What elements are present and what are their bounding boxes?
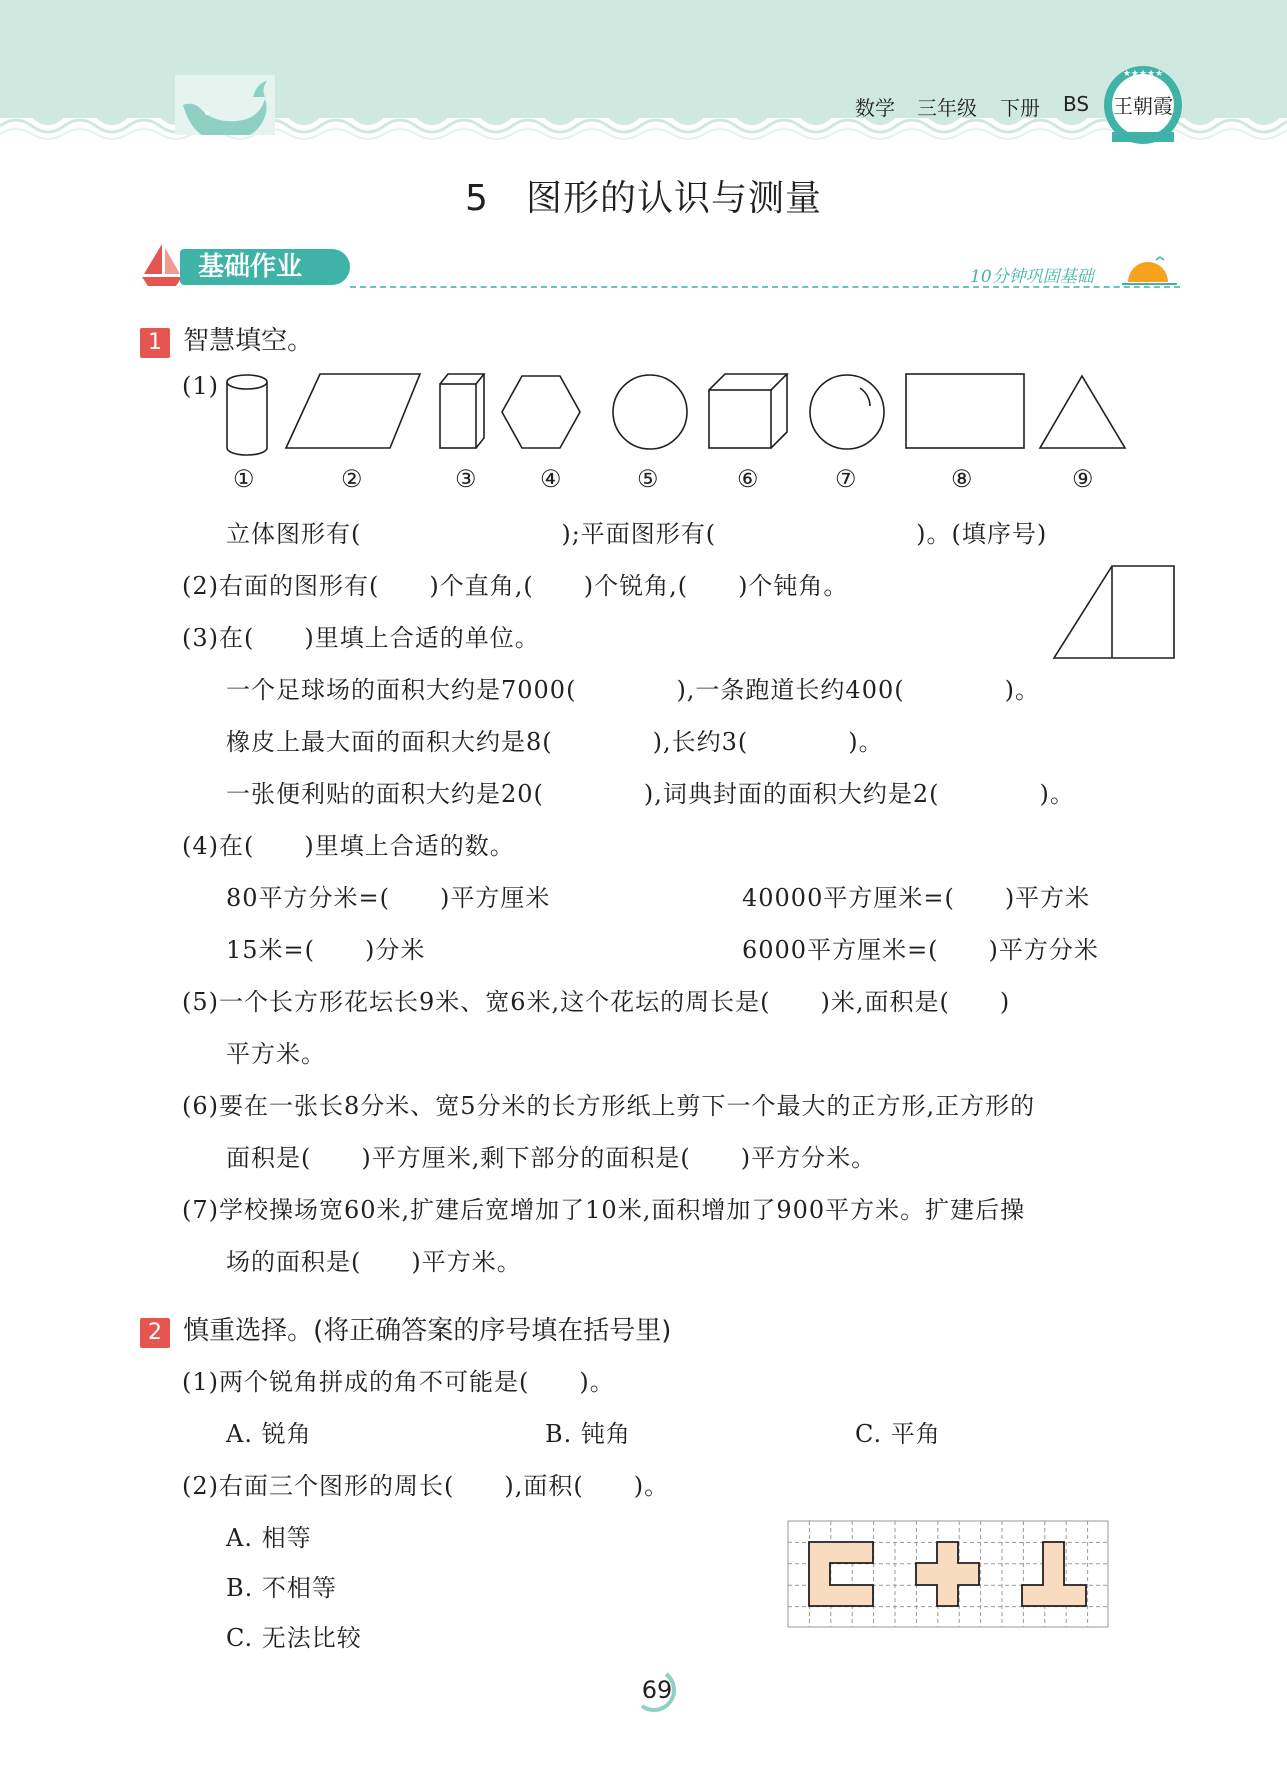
shape-number-3: ③ <box>455 465 477 493</box>
cylinder-shape <box>227 375 267 455</box>
grid-shape-inverted-t <box>1022 1542 1086 1606</box>
shape-number-5: ⑤ <box>637 465 659 493</box>
sphere-shape <box>810 375 884 449</box>
shape-number-4: ④ <box>540 465 562 493</box>
header-edition: BS <box>1063 92 1090 116</box>
q2-heading <box>140 1310 671 1348</box>
shape-number-2: ② <box>341 465 363 493</box>
sunset-icon <box>1122 252 1177 288</box>
q2-p2-option-a: A. 相等 <box>226 1524 312 1552</box>
page-number: 69 <box>641 1676 673 1704</box>
shape-number-9: ⑨ <box>1072 465 1094 493</box>
page-title: 5 图形的认识与测量 <box>465 178 822 219</box>
cube-shape <box>709 374 787 448</box>
cuboid-shape <box>440 374 484 448</box>
sailboat-icon <box>140 240 185 290</box>
q2-p1-option-a: A. 锐角 <box>226 1420 312 1448</box>
q1-p3-line1: 一个足球场的面积大约是7000( ),一条跑道长约400( )。 <box>226 676 1040 704</box>
q1-p7-line2: 场的面积是( )平方米。 <box>226 1248 522 1276</box>
header-grade: 三年级 <box>917 96 977 120</box>
q1-p6-line1: (6)要在一张长8分米、宽5分米的长方形纸上剪下一个最大的正方形,正方形的 <box>182 1092 1036 1120</box>
shape-number-8: ⑧ <box>951 465 973 493</box>
header-term: 下册 <box>1000 96 1040 120</box>
shape-number-6: ⑥ <box>737 465 759 493</box>
section-time-note: 10分钟巩固基础 <box>970 267 1094 287</box>
hexagon-shape <box>502 376 580 448</box>
q2-p2-option-c: C. 无法比较 <box>226 1624 362 1652</box>
grid-shape-cross <box>916 1542 979 1606</box>
rectangle-shape <box>906 374 1024 448</box>
brand-name: 王朝霞 <box>1113 94 1173 118</box>
q1-heading <box>140 320 313 358</box>
q1-p5-line1: (5)一个长方形花坛长9米、宽6米,这个花坛的周长是( )米,面积是( ) <box>182 988 1011 1016</box>
q1-p7-line1: (7)学校操场宽60米,扩建后宽增加了10米,面积增加了900平方米。扩建后操 <box>182 1196 1026 1224</box>
q1-p4-stem: (4)在( )里填上合适的数。 <box>182 832 515 860</box>
q1-p4-d: 6000平方厘米=( )平方分米 <box>742 936 1099 964</box>
q2-p1-option-c: C. 平角 <box>855 1420 941 1448</box>
q1-p1-line: 立体图形有( );平面图形有( )。(填序号) <box>226 520 1048 548</box>
grid-shape-bracket <box>809 1542 873 1606</box>
q1-p3-line2: 橡皮上最大面的面积大约是8( ),长约3( )。 <box>226 728 884 756</box>
q1-p4-b: 40000平方厘米=( )平方米 <box>742 884 1091 912</box>
brand-badge <box>1100 62 1186 148</box>
q2-p1-option-b: B. 钝角 <box>545 1420 631 1448</box>
q1-p6-line2: 面积是( )平方厘米,剩下部分的面积是( )平方分米。 <box>226 1144 877 1172</box>
shapes-row <box>220 370 1140 456</box>
q2-p2-option-b: B. 不相等 <box>226 1574 337 1602</box>
whale-icon <box>175 75 275 135</box>
q2-p1-stem: (1)两个锐角拼成的角不可能是( )。 <box>182 1368 615 1396</box>
q1-p3-line3: 一张便利贴的面积大约是20( ),词典封面的面积大约是2( )。 <box>226 780 1075 808</box>
circle-shape <box>613 375 687 449</box>
q1-p1-label: (1) <box>182 372 219 400</box>
section-label: 基础作业 <box>198 252 303 282</box>
q1-p2-figure <box>1050 562 1180 662</box>
header-subject: 数学 <box>855 96 895 120</box>
shape-number-7: ⑦ <box>835 465 857 493</box>
q2-number: 2 <box>140 1318 170 1348</box>
q2-p2-grid-figure <box>787 1520 1109 1628</box>
q1-p4-c: 15米=( )分米 <box>226 936 426 964</box>
triangle-shape <box>1040 376 1125 448</box>
shape-number-1: ① <box>233 465 255 493</box>
svg-text:★★★★★: ★★★★★ <box>1122 69 1164 79</box>
section-banner <box>180 249 350 285</box>
q1-number: 1 <box>140 328 170 358</box>
parallelogram-shape <box>286 374 420 448</box>
q2-heading-text: 慎重选择。(将正确答案的序号填在括号里) <box>183 1316 672 1346</box>
q1-p4-a: 80平方分米=( )平方厘米 <box>226 884 551 912</box>
q2-p2-stem: (2)右面三个图形的周长( ),面积( )。 <box>182 1472 670 1500</box>
q1-heading-text: 智慧填空。 <box>183 326 314 356</box>
q1-p3-stem: (3)在( )里填上合适的单位。 <box>182 624 540 652</box>
q1-p5-line2: 平方米。 <box>226 1040 326 1068</box>
q1-p2: (2)右面的图形有( )个直角,( )个锐角,( )个钝角。 <box>182 572 849 600</box>
